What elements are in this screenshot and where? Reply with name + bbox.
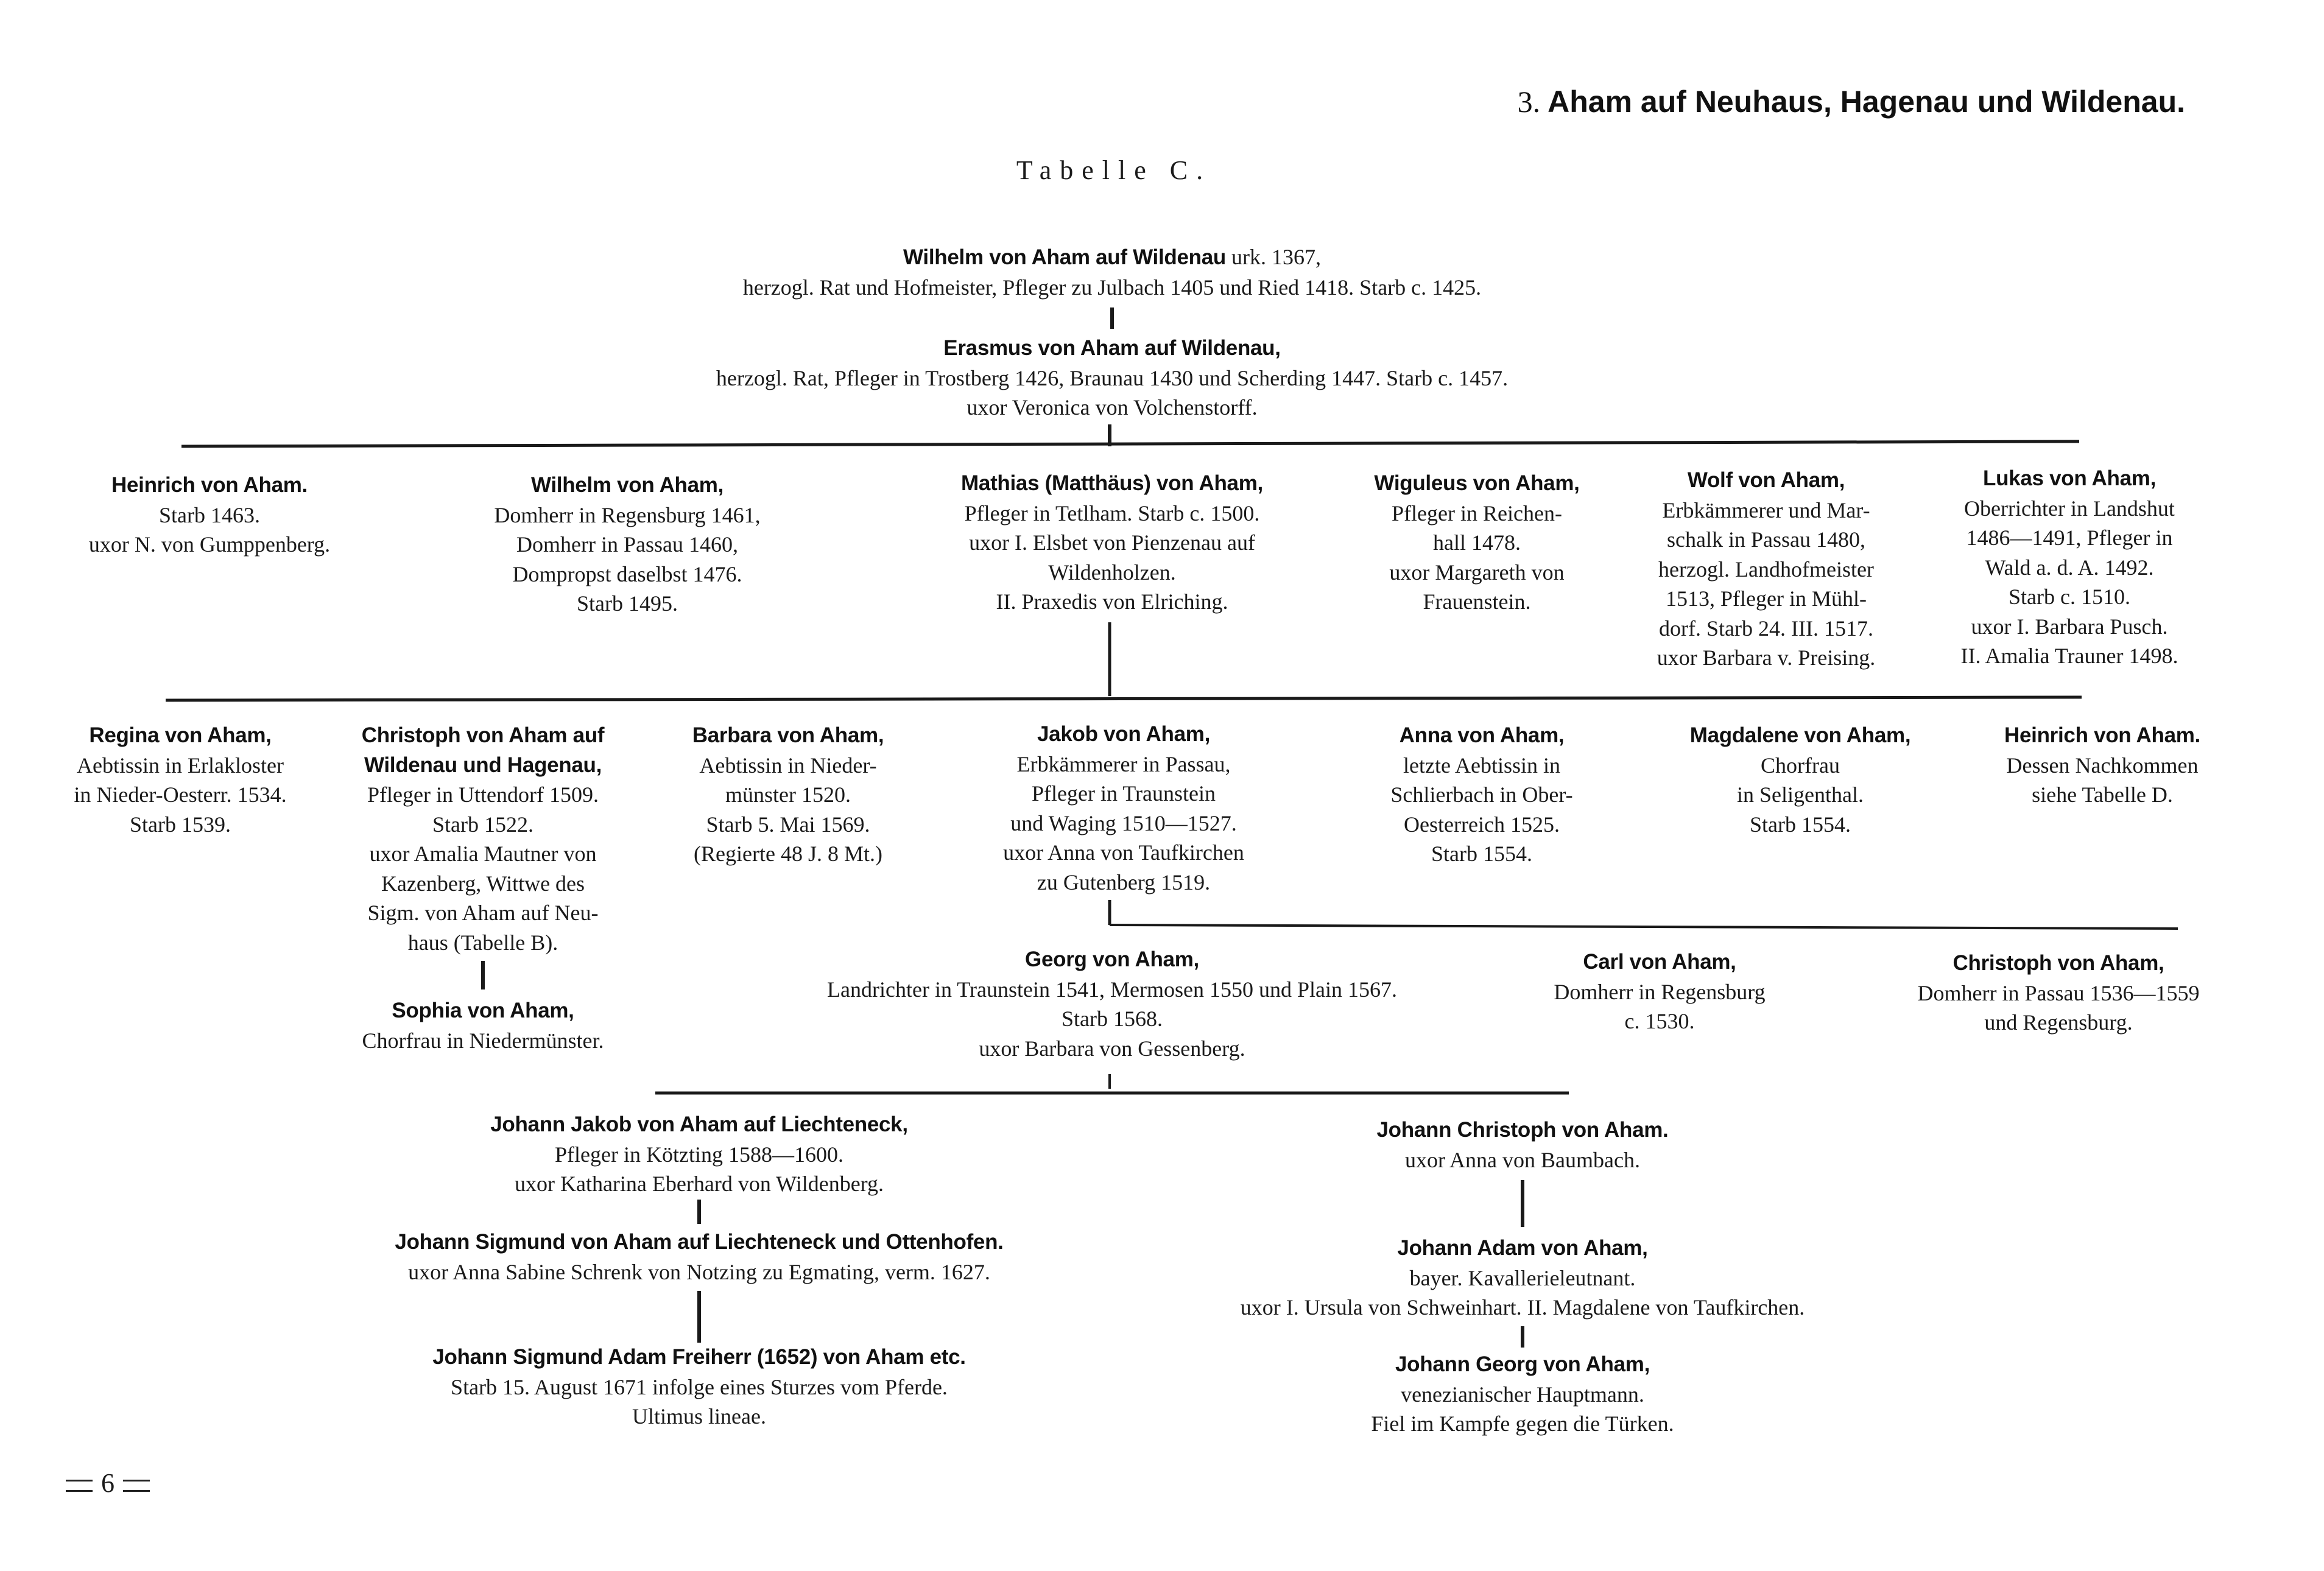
person-detail: urk. 1367, xyxy=(1231,245,1321,269)
person-name: Wolf von Aham, xyxy=(1687,468,1845,492)
person-detail: Starb 1539. xyxy=(129,812,231,837)
person-anna-von-aham xyxy=(1390,721,1572,869)
person-detail: in Seligenthal. xyxy=(1737,782,1864,807)
person-heinrich-von-aham-g3 xyxy=(2004,721,2200,810)
person-lukas-von-aham xyxy=(1961,464,2178,671)
person-name: Johann Christoph von Aham. xyxy=(1376,1118,1669,1142)
person-magdalene-von-aham xyxy=(1690,721,1911,839)
sibling-bar-g2 xyxy=(181,441,2079,446)
person-name: Sophia von Aham, xyxy=(392,999,574,1022)
page-number xyxy=(66,1467,150,1499)
person-detail: uxor Anna Sabine Schrenk von Notzing zu Egmating, verm. 1627. xyxy=(408,1259,990,1284)
person-detail: Erbkämmerer in Passau, xyxy=(1016,751,1231,776)
person-detail: Pfleger in Kötzting 1588—1600. xyxy=(555,1142,843,1167)
page-number-rule-right xyxy=(123,1480,150,1492)
table-title: Tabelle C. xyxy=(1016,155,1212,185)
person-detail: haus (Tabelle B). xyxy=(407,930,558,955)
person-name: Johann Adam von Aham, xyxy=(1397,1236,1648,1260)
person-name: Georg von Aham, xyxy=(1025,947,1199,971)
person-carl-von-aham xyxy=(1554,947,1765,1036)
person-johann-adam-von-aham xyxy=(1241,1234,1805,1323)
person-name: Johann Georg von Aham, xyxy=(1395,1352,1650,1376)
person-johann-sigmund-adam-freiherr xyxy=(432,1343,965,1432)
person-detail: uxor I. Ursula von Schweinhart. II. Magdalene von Taufkirchen. xyxy=(1240,1295,1805,1320)
person-name: Erasmus von Aham auf Wildenau, xyxy=(943,336,1281,360)
person-name: Wildenau und Hagenau, xyxy=(364,753,602,777)
person-name: Anna von Aham, xyxy=(1399,723,1565,747)
person-name: Barbara von Aham, xyxy=(692,723,884,747)
person-detail: Kazenberg, Wittwe des xyxy=(381,871,585,896)
person-detail: herzogl. Rat und Hofmeister, Pfleger zu Julbach 1405 und Ried 1418. Starb c. 1425. xyxy=(742,275,1482,300)
person-name: Johann Sigmund Adam Freiherr (1652) von Aham etc. xyxy=(432,1345,966,1369)
page-number-rule-left xyxy=(66,1480,93,1492)
person-name: Heinrich von Aham. xyxy=(2004,723,2200,747)
person-detail: Starb 1568. xyxy=(1061,1007,1163,1031)
person-detail: Starb 1554. xyxy=(1750,812,1851,837)
person-heinrich-von-aham-g2 xyxy=(89,471,330,560)
person-detail: uxor I. Barbara Pusch. xyxy=(1971,614,2168,639)
person-christoph-von-aham-g4 xyxy=(1918,949,2200,1038)
person-detail: Domherr in Passau 1536—1559 xyxy=(1917,980,2200,1005)
heading-title: Aham auf Neuhaus, Hagenau und Wildenau. xyxy=(1548,85,2185,119)
person-detail: dorf. Starb 24. III. 1517. xyxy=(1659,616,1873,641)
person-detail: Frauenstein. xyxy=(1423,589,1531,614)
person-detail: venezianischer Hauptmann. xyxy=(1401,1382,1644,1407)
person-detail: 1486—1491, Pfleger in xyxy=(1966,525,2173,550)
person-name: Wilhelm von Aham auf Wildenau xyxy=(903,245,1226,269)
person-first-line xyxy=(743,242,1481,273)
person-name: Regina von Aham, xyxy=(89,723,272,747)
person-detail: Domherr in Regensburg xyxy=(1554,979,1766,1004)
person-detail: uxor Barbara v. Preising. xyxy=(1657,645,1876,670)
person-detail: uxor I. Elsbet von Pienzenau auf xyxy=(969,530,1255,555)
person-johann-georg-von-aham xyxy=(1371,1350,1674,1439)
person-detail: Wald a. d. A. 1492. xyxy=(1985,555,2154,580)
person-detail: Aebtissin in Erlakloster xyxy=(77,753,284,778)
person-detail: Pfleger in Tetlham. Starb c. 1500. xyxy=(964,501,1260,525)
person-detail: Oesterreich 1525. xyxy=(1404,812,1560,837)
person-johann-jakob-von-aham xyxy=(490,1110,908,1199)
person-detail: schalk in Passau 1480, xyxy=(1667,527,1865,552)
person-name: Carl von Aham, xyxy=(1583,950,1736,974)
person-detail: Domherr in Regensburg 1461, xyxy=(494,502,761,527)
person-detail: II. Amalia Trauner 1498. xyxy=(1960,644,2178,668)
person-name: Mathias (Matthäus) von Aham, xyxy=(961,471,1263,495)
person-detail: Erbkämmerer und Mar- xyxy=(1662,497,1870,522)
person-detail: Dompropst daselbst 1476. xyxy=(512,561,742,586)
person-detail: uxor Veronica von Volchenstorff. xyxy=(967,395,1258,420)
person-detail: II. Praxedis von Elriching. xyxy=(996,589,1228,614)
person-detail: uxor Margareth von xyxy=(1389,560,1565,585)
person-detail: Pfleger in Uttendorf 1509. xyxy=(367,782,599,807)
person-johann-sigmund-von-aham xyxy=(395,1228,1003,1287)
person-detail: herzogl. Rat, Pfleger in Trostberg 1426, Braunau 1430 und Scherding 1447. Starb c. 1457. xyxy=(716,365,1509,390)
person-detail: Pfleger in Reichen- xyxy=(1392,501,1562,525)
person-detail: uxor Amalia Mautner von xyxy=(369,842,597,866)
person-jakob-von-aham xyxy=(1003,720,1244,897)
person-detail: Starb 1554. xyxy=(1431,842,1532,866)
person-detail: herzogl. Landhofmeister xyxy=(1658,557,1874,582)
person-name: Lukas von Aham, xyxy=(1983,466,2156,490)
person-detail: Starb 15. August 1671 infolge eines Sturzes vom Pferde. xyxy=(451,1374,948,1399)
person-detail: 1513, Pfleger in Mühl- xyxy=(1666,586,1867,611)
person-detail: Starb 1463. xyxy=(159,502,260,527)
person-detail: bayer. Kavallerieleutnant. xyxy=(1409,1265,1636,1290)
person-name: Christoph von Aham, xyxy=(1953,951,2164,975)
person-detail: in Nieder-Oesterr. 1534. xyxy=(74,782,287,807)
person-name: Magdalene von Aham, xyxy=(1689,723,1911,747)
person-detail: uxor N. von Gumppenberg. xyxy=(88,532,331,557)
person-name: Wilhelm von Aham, xyxy=(530,473,724,497)
person-detail: uxor Anna von Taufkirchen xyxy=(1003,840,1244,865)
person-detail: und Waging 1510—1527. xyxy=(1010,810,1237,835)
person-wilhelm-von-aham-auf-wildenau xyxy=(743,242,1481,302)
person-barbara-von-aham xyxy=(692,721,884,869)
heading-number: 3. xyxy=(1517,85,1541,119)
person-name: Christoph von Aham auf xyxy=(361,723,605,747)
person-detail: und Regensburg. xyxy=(1984,1010,2133,1035)
person-detail: Starb 1495. xyxy=(577,591,678,616)
person-detail: Schlierbach in Ober- xyxy=(1390,782,1573,807)
person-detail: zu Gutenberg 1519. xyxy=(1037,870,1211,894)
person-detail: uxor Katharina Eberhard von Wildenberg. xyxy=(514,1172,884,1196)
person-detail: münster 1520. xyxy=(725,782,851,807)
person-name: Wiguleus von Aham, xyxy=(1374,471,1580,495)
person-detail: hall 1478. xyxy=(1433,530,1521,555)
person-detail: Sigm. von Aham auf Neu- xyxy=(367,901,599,925)
person-name: Heinrich von Aham. xyxy=(111,473,308,497)
person-detail: Pfleger in Traunstein xyxy=(1032,781,1216,806)
person-mathias-von-aham xyxy=(961,469,1263,617)
person-detail: Wildenholzen. xyxy=(1048,560,1176,585)
person-detail: Chorfrau xyxy=(1761,753,1840,778)
person-sophia-von-aham xyxy=(362,996,604,1055)
person-detail: Ultimus lineae. xyxy=(632,1404,766,1429)
person-name: Jakob von Aham, xyxy=(1037,722,1210,746)
person-detail: (Regierte 48 J. 8 Mt.) xyxy=(694,842,882,866)
person-georg-von-aham xyxy=(827,945,1397,1063)
person-detail: Landrichter in Traunstein 1541, Mermosen 1550 und Plain 1567. xyxy=(827,977,1397,1002)
person-detail: Oberrichter in Landshut xyxy=(1964,496,2175,521)
person-johann-christoph-von-aham xyxy=(1377,1116,1669,1175)
page-number-value: 6 xyxy=(101,1468,114,1498)
person-wilhelm-von-aham-g2 xyxy=(494,471,760,619)
person-detail: Fiel im Kampfe gegen die Türken. xyxy=(1371,1411,1674,1436)
person-detail: siehe Tabelle D. xyxy=(2032,782,2173,807)
person-detail: letzte Aebtissin in xyxy=(1403,753,1560,778)
person-erasmus-von-aham xyxy=(716,334,1508,423)
person-name: Johann Jakob von Aham auf Liechteneck, xyxy=(490,1112,908,1136)
person-christoph-von-aham-auf-wildenau xyxy=(362,721,605,957)
person-name: Johann Sigmund von Aham auf Liechteneck und Ottenhofen. xyxy=(395,1230,1004,1254)
person-regina-von-aham xyxy=(74,721,286,839)
person-detail: uxor Anna von Baumbach. xyxy=(1405,1147,1640,1172)
person-detail: Aebtissin in Nieder- xyxy=(699,753,877,778)
person-detail: uxor Barbara von Gessenberg. xyxy=(979,1036,1245,1061)
sibling-bar-g4 xyxy=(1110,925,2178,929)
person-wolf-von-aham xyxy=(1657,466,1876,673)
person-detail: Domherr in Passau 1460, xyxy=(516,532,738,557)
person-detail: Dessen Nachkommen xyxy=(2006,753,2199,778)
person-detail: Starb 1522. xyxy=(432,812,533,837)
person-detail: Starb 5. Mai 1569. xyxy=(706,812,870,837)
person-detail: Starb c. 1510. xyxy=(2009,585,2130,609)
person-detail: c. 1530. xyxy=(1624,1009,1695,1033)
sibling-bar-g3 xyxy=(166,697,2082,700)
person-wiguleus-von-aham xyxy=(1374,469,1579,617)
person-detail: Chorfrau in Niedermünster. xyxy=(362,1028,604,1053)
